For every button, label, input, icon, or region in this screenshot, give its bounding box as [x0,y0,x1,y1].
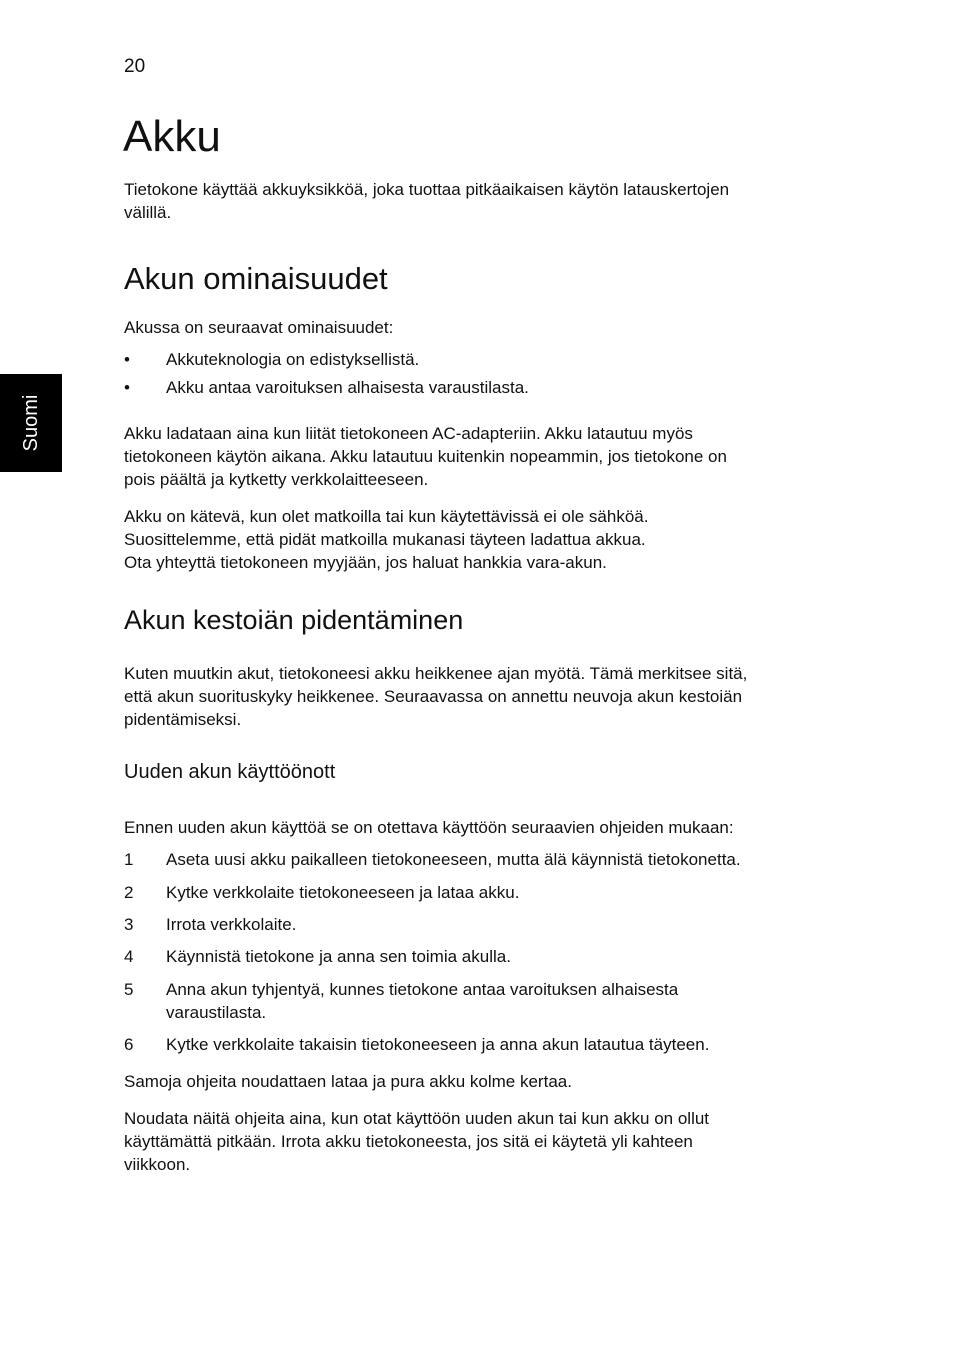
text-line: käyttämättä pitkään. Irrota akku tietokoneesta, jos sitä ei käytetä yli kahteen [124,1132,693,1151]
text-line: tietokoneen käytön aikana. Akku latautuu kuitenkin nopeammin, jos tietokone on [124,447,727,466]
step-number: 4 [124,947,134,966]
text-line: varaustilasta. [166,1003,267,1022]
step-number: 6 [124,1035,134,1054]
lifespan-paragraph [124,662,814,731]
text-line: Käynnistä tietokone ja anna sen toimia akulla. [166,947,511,966]
charging-paragraph [124,422,814,491]
storage-advice-paragraph [124,1107,814,1176]
text-line: viikkoon. [124,1155,191,1174]
page-number: 20 [124,56,146,77]
step-number: 5 [124,980,134,999]
language-side-tab-label: Suomi [20,394,42,452]
text-line: Noudata näitä ohjeita aina, kun otat käyttöön uuden akun tai kun akku on ollut [124,1109,710,1128]
section-heading-akun-kestoian-pidentaminen: Akun kestoiän pidentäminen [124,605,464,635]
list-item-text: Akku antaa varoituksen alhaisesta varaustilasta. [166,378,529,397]
steps-lead: Ennen uuden akun käyttöä se on otettava käyttöön seuraavien ohjeiden mukaan: [124,818,734,837]
step-text [166,913,816,936]
text-line: Suosittelemme, että pidät matkoilla mukanasi täyteen ladattua akkua. [124,530,646,549]
bullet-marker: • [124,378,130,397]
text-line: Akku on kätevä, kun olet matkoilla tai kun käytettävissä ei ole sähköä. [124,507,649,526]
section-heading-akun-ominaisuudet: Akun ominaisuudet [124,261,388,296]
text-line: Kytke verkkolaite tietokoneeseen ja lataa akku. [166,883,520,902]
text-line: Akku ladataan aina kun liität tietokoneen AC-adapteriin. Akku latautuu myös [124,424,693,443]
intro-paragraph [124,178,814,224]
subheading-uuden-akun-kayttoonotto: Uuden akun käyttöönott [124,761,336,783]
step-text [166,978,816,1024]
step-text [166,945,816,968]
travel-paragraph [124,505,814,574]
text-line: Ota yhteyttä tietokoneen myyjään, jos haluat hankkia vara-akun. [124,553,607,572]
text-line: Kuten muutkin akut, tietokoneesi akku heikkenee ajan myötä. Tämä merkitsee sitä, [124,664,748,683]
text-line: välillä. [124,203,172,222]
step-text [166,848,816,871]
step-text [166,1033,816,1056]
text-line: pois päältä ja kytketty verkkolaitteeseen. [124,470,429,489]
text-line: Tietokone käyttää akkuyksikköä, joka tuottaa pitkäaikaisen käytön latauskertojen [124,180,730,199]
text-line: Irrota verkkolaite. [166,915,297,934]
step-text [166,881,816,904]
text-line: pidentämiseksi. [124,710,242,729]
list-item-text: Akkuteknologia on edistyksellistä. [166,350,420,369]
repeat-cycles-paragraph: Samoja ohjeita noudattaen lataa ja pura akku kolme kertaa. [124,1072,572,1091]
language-side-tab [0,374,62,472]
bullet-marker: • [124,350,130,369]
features-lead: Akussa on seuraavat ominaisuudet: [124,318,394,337]
text-line: Aseta uusi akku paikalleen tietokoneeseen, mutta älä käynnistä tietokonetta. [166,850,741,869]
page-title: Akku [123,112,221,161]
text-line: Anna akun tyhjentyä, kunnes tietokone antaa varoituksen alhaisesta [166,980,679,999]
step-number: 3 [124,915,134,934]
text-line: että akun suorituskyky heikkenee. Seuraavassa on annettu neuvoja akun kestoiän [124,687,743,706]
text-line: Kytke verkkolaite takaisin tietokoneeseen ja anna akun latautua täyteen. [166,1035,710,1054]
step-number: 2 [124,883,134,902]
step-number: 1 [124,850,134,869]
